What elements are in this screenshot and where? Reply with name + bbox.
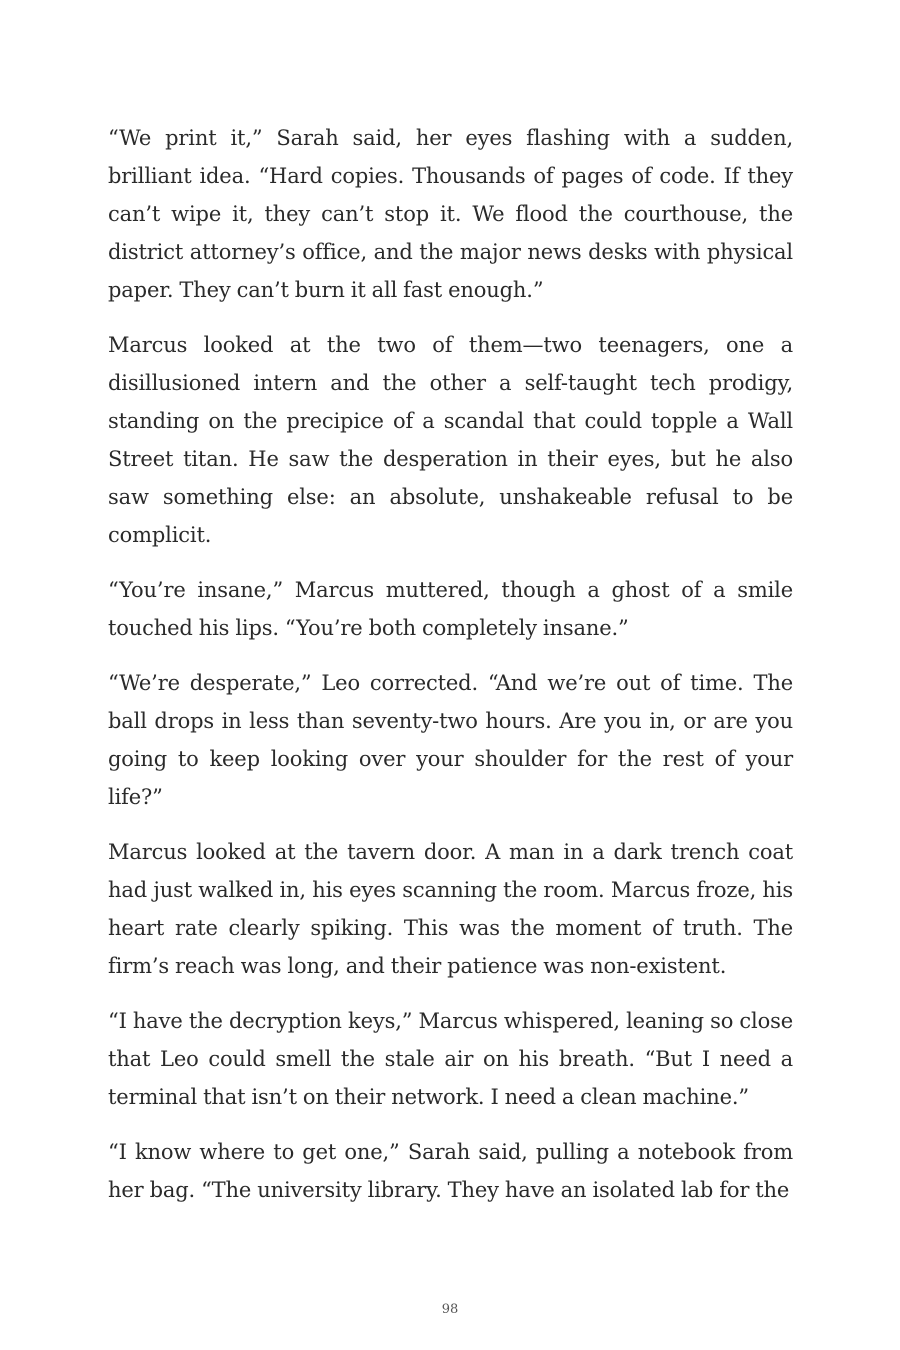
paragraph: Marcus looked at the two of them—two teenagers, one a disillusioned intern and the other a self-taught tech prodigy, standing on the precipice of a scandal that could topple a Wall Street titan. He saw the desperation in their eyes, but he also saw something else: an absolute, unshakeable refusal to be complicit. <box>108 333 793 547</box>
paragraph: “I know where to get one,” Sarah said, pulling a notebook from her bag. “The university library. They have an isolated lab for the <box>108 1140 793 1202</box>
paragraph: “You’re insane,” Marcus muttered, though a ghost of a smile touched his lips. “You’re both completely insane.” <box>108 578 793 640</box>
paragraph: “I have the decryption keys,” Marcus whispered, leaning so close that Leo could smell the stale air on his breath. “But I need a terminal that isn’t on their network. I need a clean machine.” <box>108 1009 793 1109</box>
paragraph: Marcus looked at the tavern door. A man in a dark trench coat had just walked in, his eyes scanning the room. Marcus froze, his heart rate clearly spiking. This was the moment of truth. The firm’s reach was long, and their patience was non-existent. <box>108 840 793 978</box>
paragraph: “We print it,” Sarah said, her eyes flashing with a sudden, brilliant idea. “Hard copies. Thousands of pages of code. If they can’t wipe it, they can’t stop it. We flood the courthouse, the district attorney’s office, and the major news desks with physical paper. They can’t burn it all fast enough.” <box>108 126 793 302</box>
page-number: 98 <box>441 1302 459 1317</box>
paragraph: “We’re desperate,” Leo corrected. “And we’re out of time. The ball drops in less than seventy-two hours. Are you in, or are you going to keep looking over your shoulder for the rest of your life?” <box>108 671 793 809</box>
body-text <box>108 119 793 1226</box>
